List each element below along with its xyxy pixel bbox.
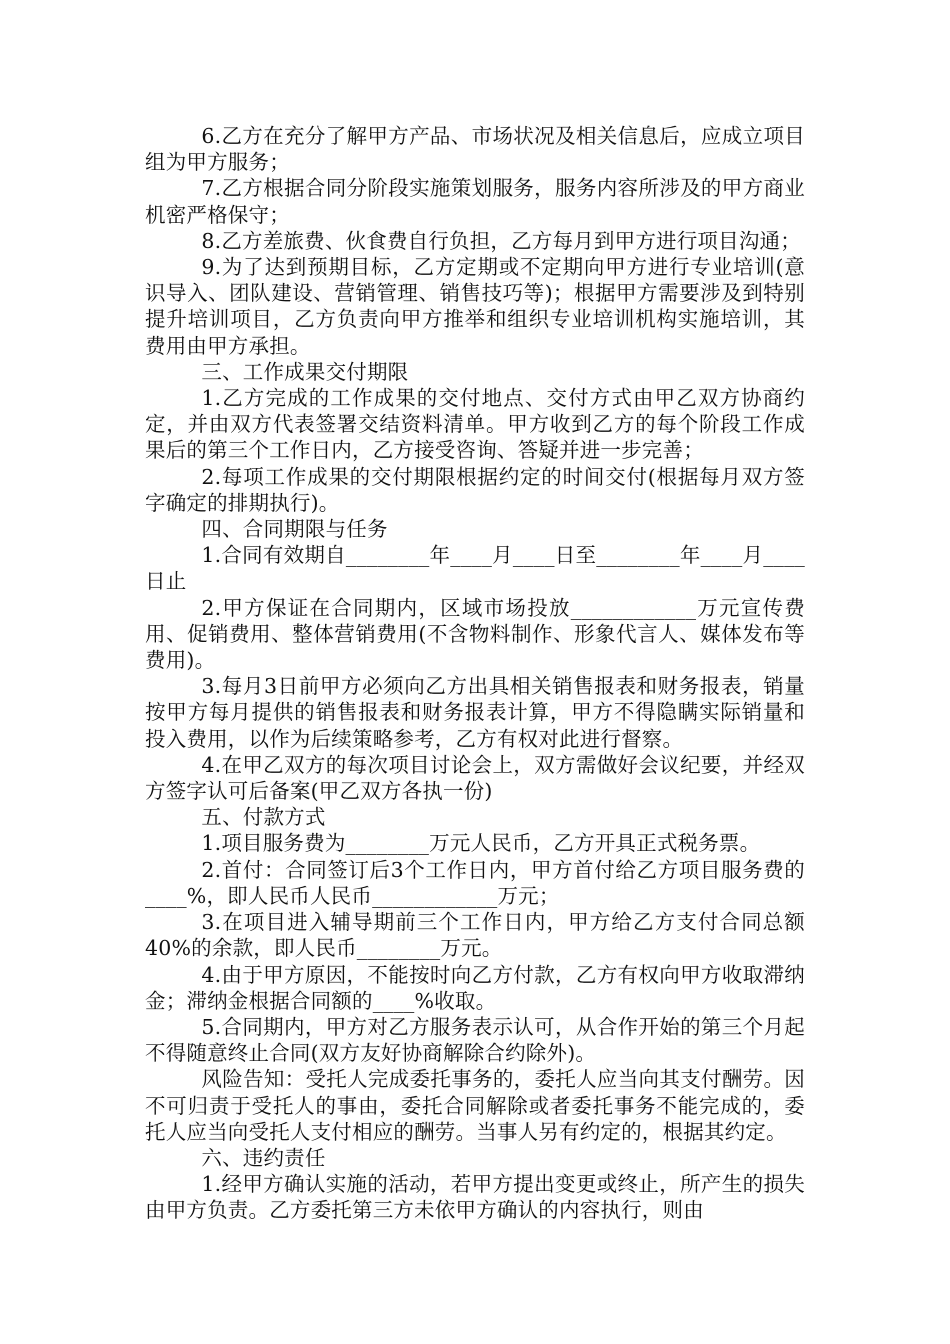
clause-6-project-team: 6.乙方在充分了解甲方产品、市场状况及相关信息后，应成立项目组为甲方服务； <box>145 124 805 175</box>
section-heading-6: 六、违约责任 <box>201 1145 326 1170</box>
document-body <box>145 123 805 1224</box>
section-heading-5: 五、付款方式 <box>201 805 326 830</box>
clause-3-1-delivery: 1.乙方完成的工作成果的交付地点、交付方式由甲乙双方协商约定，并由双方代表签署交结资料清单。甲方收到乙方的每个阶段工作成果后的第三个工作日内，乙方接受咨询、答疑并进一步完善； <box>145 386 805 463</box>
clause-5-3-balance: 3.在项目进入辅导期前三个工作日内，甲方给乙方支付合同总额40%的余款，即人民币________万元。 <box>145 910 805 961</box>
clause-8-travel-expenses: 8.乙方差旅费、伙食费自行负担，乙方每月到甲方进行项目沟通； <box>201 228 801 253</box>
clause-3-2-deadline: 2.每项工作成果的交付期限根据约定的时间交付(根据每月双方签字确定的排期执行)。 <box>145 464 805 515</box>
clause-5-2-down-payment: 2.首付：合同签订后3个工作日内，甲方首付给乙方项目服务费的____%，即人民币人民币____________万元； <box>145 857 805 908</box>
section-heading-3: 三、工作成果交付期限 <box>201 359 409 384</box>
section-heading-4: 四、合同期限与任务 <box>201 517 388 542</box>
clause-7-confidentiality: 7.乙方根据合同分阶段实施策划服务，服务内容所涉及的甲方商业机密严格保守； <box>145 176 805 227</box>
clause-5-1-service-fee: 1.项目服务费为________万元人民币，乙方开具正式税务票。 <box>201 831 761 856</box>
clause-5-4-late-fee: 4.由于甲方原因，不能按时向乙方付款，乙方有权向甲方收取滞纳金；滞纳金根据合同额的____%收取。 <box>145 962 805 1013</box>
clause-4-3-reports: 3.每月3日前甲方必须向乙方出具相关销售报表和财务报表，销量按甲方每月提供的销售报表和财务报表计算，甲方不得隐瞒实际销量和投入费用，以作为后续策略参考，乙方有权对此进行督察。 <box>145 674 805 751</box>
clause-4-4-minutes: 4.在甲乙双方的每次项目讨论会上，双方需做好会议纪要，并经双方签字认可后备案(甲乙双方各执一份) <box>145 752 805 804</box>
clause-6-1-liability: 1.经甲方确认实施的活动，若甲方提出变更或终止，所产生的损失由甲方负责。乙方委托第三方未依甲方确认的内容执行，则由 <box>145 1172 805 1223</box>
clause-4-2-investment: 2.甲方保证在合同期内，区域市场投放____________万元宣传费用、促销费用、整体营销费用(不含物料制作、形象代言人、媒体发布等费用)。 <box>145 595 805 673</box>
risk-notice: 风险告知：受托人完成委托事务的，委托人应当向其支付酬劳。因不可归责于受托人的事由，委托合同解除或者委托事务不能完成的，委托人应当向受托人支付相应的酬劳。当事人另有约定的，根据其约定。 <box>145 1067 805 1144</box>
clause-5-5-termination: 5.合同期内，甲方对乙方服务表示认可，从合作开始的第三个月起不得随意终止合同(双方友好协商解除合约除外)。 <box>145 1014 805 1066</box>
clause-4-1-term: 1.合同有效期自________年____月____日至________年____月____日止 <box>145 543 805 594</box>
clause-9-training: 9.为了达到预期目标，乙方定期或不定期向甲方进行专业培训(意识导入、团队建设、营销管理、销售技巧等)；根据甲方需要涉及到特别提升培训项目，乙方负责向甲方推举和组织专业培训机构实施培训，其费用由甲方承担。 <box>145 255 805 358</box>
